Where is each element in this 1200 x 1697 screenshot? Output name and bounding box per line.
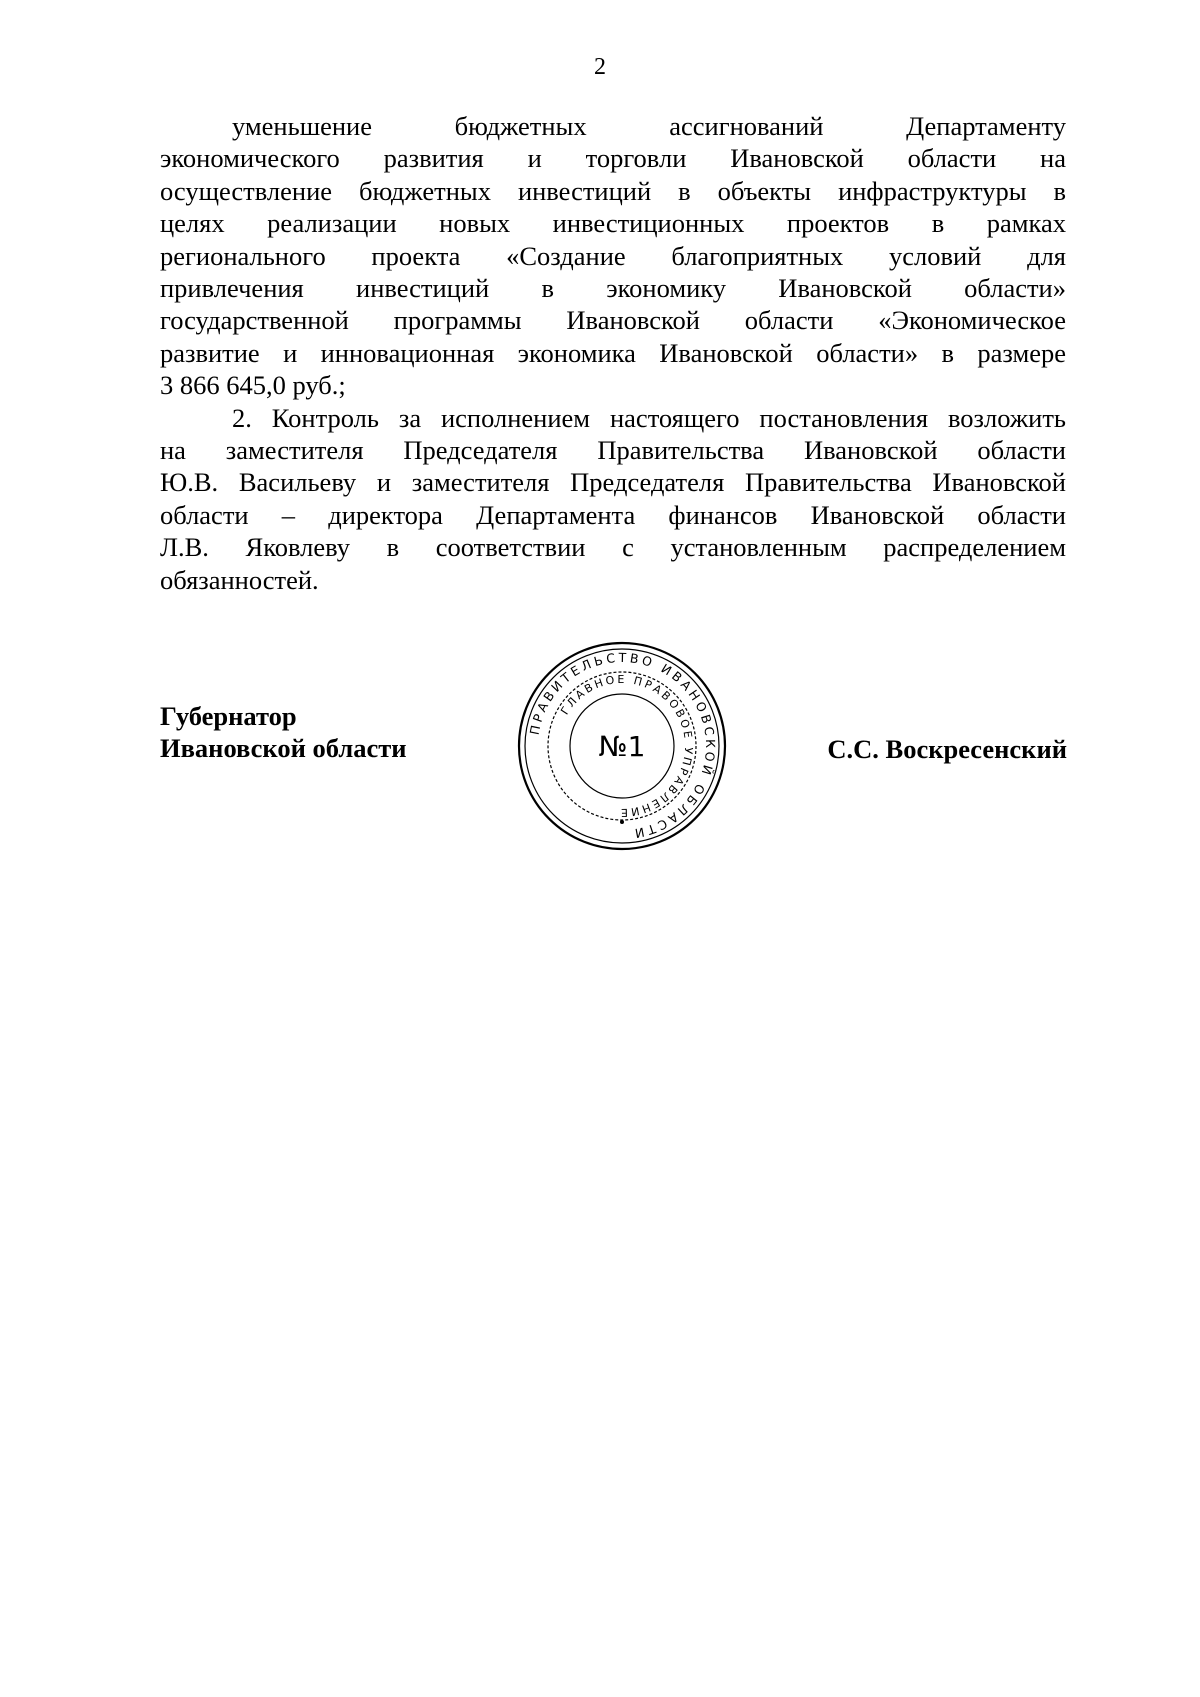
text-line: регионального проекта «Создание благоприятных условий для (160, 240, 1066, 271)
text-line: на заместителя Председателя Правительства Ивановской области (160, 435, 1066, 466)
text-line: Ю.В. Васильеву и заместителя Председателя Правительства Ивановской (160, 467, 1066, 498)
official-stamp (512, 636, 732, 856)
svg-text:ПРАВИТЕЛЬСТВО ИВАНОВСКОЙ ОБЛАС: ПРАВИТЕЛЬСТВО ИВАНОВСКОЙ ОБЛАСТИ (526, 649, 719, 842)
text-line: осуществление бюджетных инвестиций в объекты инфраструктуры в (160, 175, 1066, 206)
text-line: обязанностей. (160, 564, 319, 595)
svg-text:№1: №1 (598, 730, 646, 763)
text-line: привлечения инвестиций в экономику Ивановской области» (160, 273, 1066, 304)
paragraph-1 (160, 110, 1066, 402)
svg-text:ГЛАВНОЕ ПРАВОВОЕ УПРАВЛЕНИЕ: ГЛАВНОЕ ПРАВОВОЕ УПРАВЛЕНИЕ (558, 672, 696, 820)
text-line: Л.В. Яковлеву в соответствии с установленным распределением (160, 532, 1066, 563)
text-line: развитие и инновационная экономика Ивановской области» в размере (160, 337, 1066, 368)
paragraph-2 (160, 402, 1066, 596)
signatory-name: С.С. Воскресенский (827, 734, 1067, 764)
stamp-seal-icon (512, 636, 732, 856)
text-line: уменьшение бюджетных ассигнований Департаменту (232, 111, 1066, 141)
text-line: области – директора Департамента финансов Ивановской области (160, 499, 1066, 530)
signature-title (160, 700, 407, 765)
text-line: 2. Контроль за исполнением настоящего постановления возложить (232, 402, 1066, 433)
signature-title-line-1: Губернатор (160, 701, 297, 731)
text-line: экономического развития и торговли Ивановской области на (160, 143, 1066, 174)
document-body (160, 110, 1066, 596)
page-number: 2 (594, 54, 606, 80)
text-line: 3 866 645,0 руб.; (160, 370, 346, 401)
text-line: целях реализации новых инвестиционных проектов в рамках (160, 208, 1066, 239)
text-line: государственной программы Ивановской области «Экономическое (160, 305, 1066, 336)
signature-title-line-2: Ивановской области (160, 733, 407, 764)
